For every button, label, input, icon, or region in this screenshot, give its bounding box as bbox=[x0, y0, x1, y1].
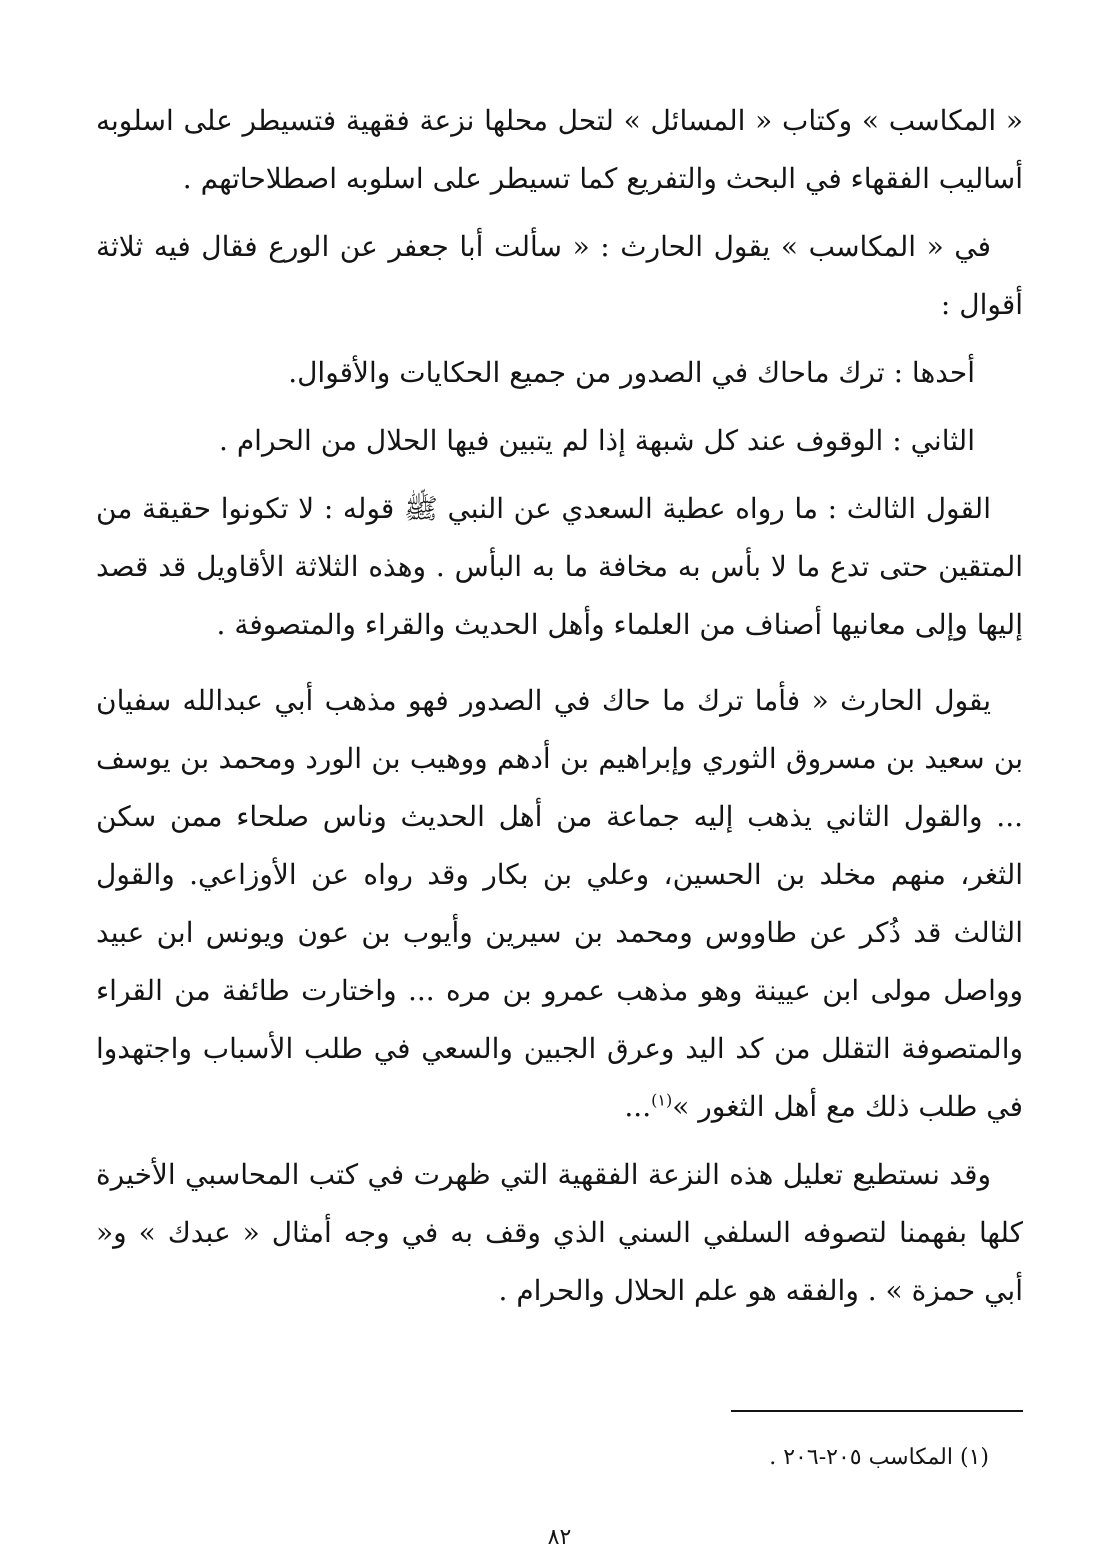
paragraph-1: « المكاسب » وكتاب « المسائل » لتحل محلها نزعة فقهية فتسيطر على اسلوبه أساليب الفقهاء في البحث والتفريع كما تسيطر على اسلوبه اصطلاحاتهم . bbox=[96, 104, 1023, 195]
quote-item-1: أحدها : ترك ماحاك في الصدور من جميع الحكايات والأقوال. bbox=[288, 356, 975, 389]
footnote-divider bbox=[731, 1410, 1023, 1412]
paragraph-4-text: يقول الحارث « فأما ترك ما حاك في الصدور فهو مذهب أبي عبدالله سفيان بن سعيد بن مسروق الثوري وإبراهيم بن أدهم ووهيب بن الورد ومحمد بن يوسف ... والقول الثاني يذهب إليه جماعة من أهل الحديث وناس صلحاء ممن سكن الثغر، منهم مخلد بن الحسين، وعلي بن بكار وقد رواه عن الأوزاعي. والقول الثالث قد ذُكر عن طاووس ومحمد بن سيرين وأيوب بن عون ويونس ابن عبيد وواصل مولى ابن عيينة وهو مذهب عمرو بن مره ... واختارت طائفة من القراء والمتصوفة التقلل من كد اليد وعرق الجبين والسعي في طلب الأسباب واجتهدوا في طلب ذلك مع أهل الثغور » bbox=[96, 684, 1023, 1123]
footnote: (١) المكاسب ٢٠٥-٢٠٦ . bbox=[769, 1445, 989, 1470]
page-number: ٨٢ bbox=[547, 1525, 572, 1550]
main-text bbox=[96, 92, 1023, 1320]
paragraph-2: في « المكاسب » يقول الحارث : « سألت أبا جعفر عن الورع فقال فيه ثلاثة أقوال : bbox=[96, 230, 1023, 321]
paragraph-4 bbox=[96, 672, 1023, 1136]
paragraph-5: وقد نستطيع تعليل هذه النزعة الفقهية التي ظهرت في كتب المحاسبي الأخيرة كلها بفهمنا لتصوفه السلفي السني الذي وقف به في وجه أمثال « عبدك » و« أبي حمزة » . والفقه هو علم الحلال والحرام . bbox=[96, 1158, 1023, 1307]
paragraph-4-ellipsis: ... bbox=[624, 1090, 652, 1123]
paragraph-3: القول الثالث : ما رواه عطية السعدي عن النبي ﷺ قوله : لا تكونوا حقيقة من المتقين حتى تدع ما لا بأس به مخافة ما به البأس . وهذه الثلاثة الأقاويل قد قصد إليها وإلى معانيها أصناف من العلماء وأهل الحديث والقراء والمتصوفة . bbox=[96, 492, 1023, 641]
footnote-reference: (١) bbox=[651, 1090, 673, 1110]
quote-item-2: الثاني : الوقوف عند كل شبهة إذا لم يتبين فيها الحلال من الحرام . bbox=[219, 424, 975, 457]
